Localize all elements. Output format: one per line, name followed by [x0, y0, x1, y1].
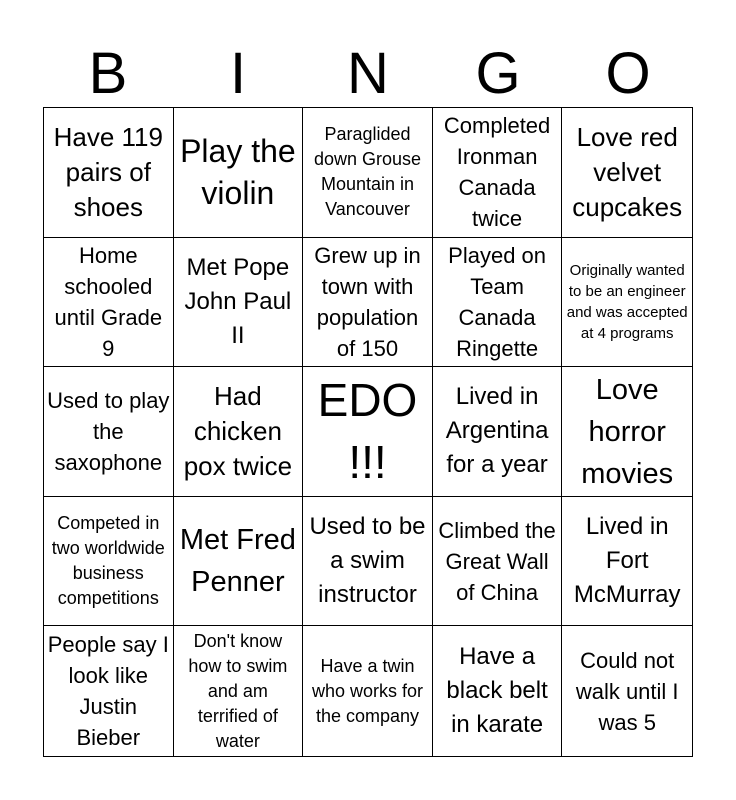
cell-text: Grew up in town with population of 150: [314, 242, 421, 361]
cell-text: Had chicken pox twice: [183, 380, 293, 481]
cell-text: Completed Ironman Canada twice: [443, 113, 551, 232]
bingo-cell[interactable]: [303, 238, 433, 368]
bingo-cell[interactable]: [44, 626, 174, 756]
header-letter-n: N: [347, 41, 389, 106]
cell-text: Lived in Fort McMurray: [573, 513, 681, 609]
bingo-cell[interactable]: [174, 367, 304, 497]
bingo-cell[interactable]: [562, 367, 692, 497]
bingo-cell[interactable]: [174, 238, 304, 368]
bingo-cell[interactable]: [303, 108, 433, 238]
cell-text: Climbed the Great Wall of China: [438, 517, 556, 605]
bingo-cell[interactable]: [303, 626, 433, 756]
cell-text: Played on Team Canada Ringette: [448, 242, 547, 361]
bingo-cell[interactable]: [433, 108, 563, 238]
cell-text: Used to be a swim instructor: [309, 513, 426, 609]
header-letter-g: G: [475, 41, 521, 106]
cell-text: Home schooled until Grade 9: [54, 242, 163, 361]
bingo-cell[interactable]: [562, 497, 692, 627]
cell-text: Don't know how to swim and am terrified of water: [188, 630, 288, 751]
cell-text: Have a twin who works for the company: [311, 655, 424, 726]
bingo-cell[interactable]: [174, 497, 304, 627]
cell-text: Lived in Argentina for a year: [445, 383, 549, 479]
cell-text: Paraglided down Grouse Mountain in Vancouver: [313, 124, 422, 220]
bingo-cell[interactable]: [44, 238, 174, 368]
bingo-cell[interactable]: [433, 238, 563, 368]
bingo-cell[interactable]: [433, 497, 563, 627]
bingo-cell[interactable]: [44, 497, 174, 627]
cell-text: Love red velvet cupcakes: [572, 121, 683, 222]
cell-text: Competed in two worldwide business competitions: [51, 513, 165, 609]
cell-text: Used to play the saxophone: [47, 387, 170, 475]
bingo-cell[interactable]: [174, 626, 304, 756]
cell-text: Met Fred Penner: [179, 524, 296, 599]
cell-text: Could not walk until I was 5: [575, 647, 679, 735]
header-letter-i: I: [229, 41, 247, 106]
bingo-cell[interactable]: [44, 108, 174, 238]
header-letter-b: B: [88, 41, 128, 106]
free-space-text: EDO !!!: [317, 374, 418, 489]
bingo-cell[interactable]: [562, 238, 692, 368]
bingo-cell[interactable]: [433, 626, 563, 756]
bingo-cell[interactable]: [433, 367, 563, 497]
cell-text: Play the violin: [180, 133, 296, 212]
bingo-cell[interactable]: [562, 108, 692, 238]
bingo-cell[interactable]: [562, 626, 692, 756]
bingo-cell[interactable]: [174, 108, 304, 238]
cell-text: Love horror movies: [581, 373, 674, 490]
bingo-cell-free[interactable]: [303, 367, 433, 497]
header-letter-o: O: [605, 41, 651, 106]
cell-text: Have a black belt in karate: [446, 643, 548, 739]
bingo-cell[interactable]: [44, 367, 174, 497]
cell-text: Originally wanted to be an engineer and was accepted at 4 programs: [566, 261, 688, 342]
cell-text: People say I look like Justin Bieber: [47, 632, 169, 751]
bingo-grid: [43, 107, 693, 757]
bingo-cell[interactable]: [303, 497, 433, 627]
cell-text: Have 119 pairs of shoes: [53, 121, 163, 222]
bingo-header: [43, 41, 693, 106]
cell-text: Met Pope John Paul II: [184, 253, 292, 349]
